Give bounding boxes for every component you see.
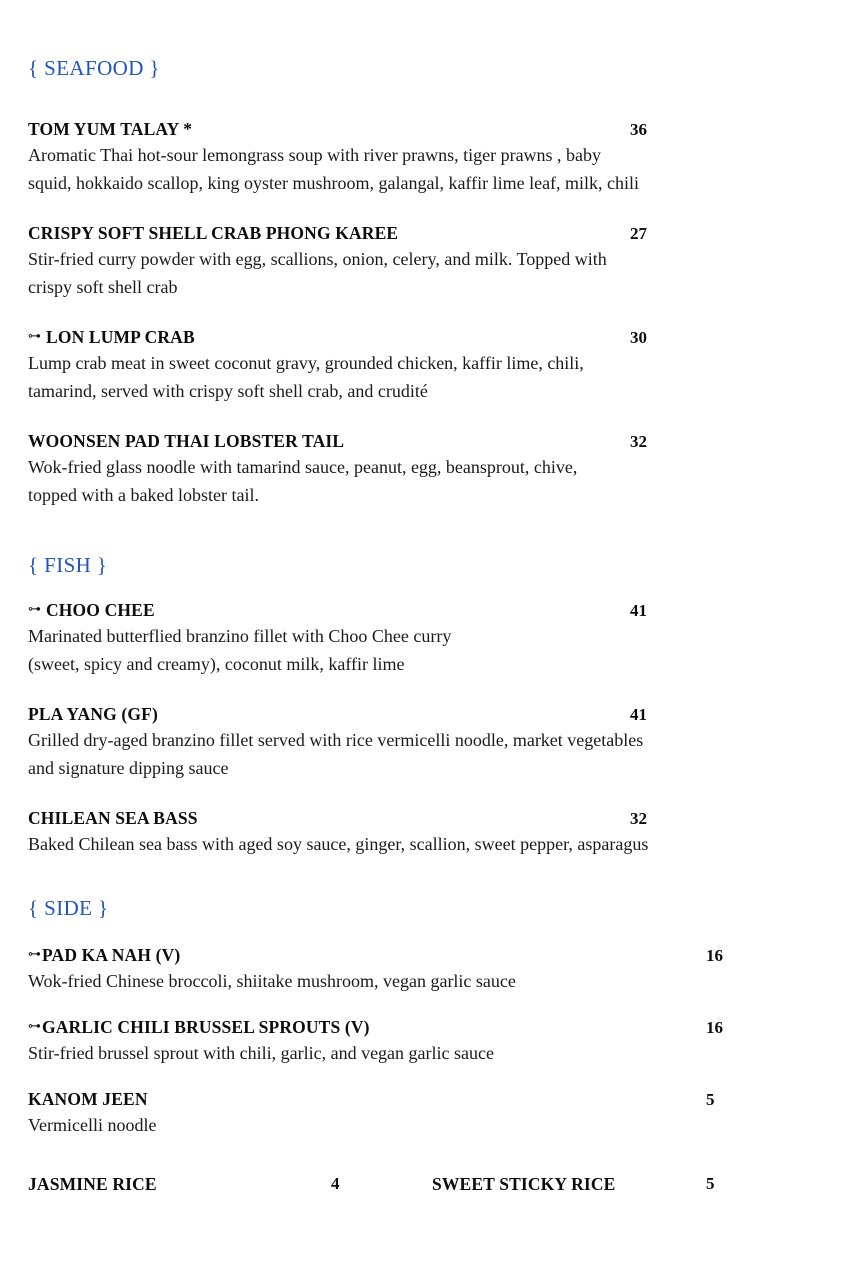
- menu-item: [28, 223, 821, 301]
- chili-pepper-icon: ⊶: [28, 602, 41, 617]
- menu-item-price-jasmine-rice: 4: [331, 1174, 340, 1193]
- menu-item-description: [28, 622, 818, 678]
- menu-item-name: LON LUMP CRAB: [46, 327, 195, 347]
- menu-item: [28, 704, 821, 782]
- menu-item-price: 27: [630, 224, 647, 243]
- menu-item-price: 32: [630, 809, 647, 828]
- menu-item-description: [28, 830, 818, 858]
- rice-row: [28, 1173, 821, 1195]
- menu-item: [28, 1089, 821, 1139]
- menu-item: [28, 327, 821, 405]
- menu-item-name: PLA YANG (GF): [28, 704, 158, 724]
- chili-pepper-icon: ⊶: [28, 947, 41, 962]
- description-line: Vermicelli noodle: [28, 1115, 157, 1135]
- menu-item-price: 16: [706, 946, 723, 965]
- menu-item-description: [28, 1039, 818, 1067]
- menu-item-name: CHOO CHEE: [46, 600, 155, 620]
- menu-item-description: [28, 1111, 818, 1139]
- description-line: Grilled dry-aged branzino fillet served with rice vermicelli noodle, market vegetables: [28, 730, 644, 750]
- menu-item: [28, 808, 821, 858]
- section-items-seafood: [28, 119, 821, 509]
- section-heading-seafood: { SEAFOOD }: [28, 56, 160, 80]
- menu-item: [28, 945, 821, 995]
- menu-item-price-sweet-sticky-rice: 5: [706, 1174, 715, 1193]
- description-line: Stir-fried curry powder with egg, scallions, onion, celery, and milk. Topped with: [28, 249, 607, 269]
- menu-item-header: [28, 223, 821, 244]
- menu-item-description: [28, 349, 818, 405]
- description-line: Lump crab meat in sweet coconut gravy, grounded chicken, kaffir lime, chili,: [28, 353, 584, 373]
- menu-item: [28, 600, 821, 678]
- menu-item-header: [28, 808, 821, 829]
- menu-item-name-jasmine-rice: JASMINE RICE: [28, 1174, 157, 1194]
- menu-item-name: PAD KA NAH (V): [42, 945, 181, 965]
- menu-item-header: [28, 327, 821, 348]
- description-line: Baked Chilean sea bass with aged soy sauce, ginger, scallion, sweet pepper, asparagus: [28, 834, 649, 854]
- menu-item-header: [28, 431, 821, 452]
- section-heading-side: { SIDE }: [28, 896, 109, 920]
- menu-item-name: CRISPY SOFT SHELL CRAB PHONG KAREE: [28, 223, 399, 243]
- menu-item: [28, 1017, 821, 1067]
- menu-item-header: [28, 945, 821, 966]
- description-line: squid, hokkaido scallop, king oyster mushroom, galangal, kaffir lime leaf, milk, chili: [28, 173, 640, 193]
- menu-item-header: [28, 1089, 821, 1110]
- menu-item-description: [28, 726, 818, 782]
- description-line: Marinated butterflied branzino fillet with Choo Chee curry: [28, 626, 452, 646]
- menu-item-description: [28, 245, 818, 301]
- menu-item-price: 41: [630, 705, 647, 724]
- description-line: Stir-fried brussel sprout with chili, garlic, and vegan garlic sauce: [28, 1043, 494, 1063]
- description-line: tamarind, served with crispy soft shell crab, and crudité: [28, 381, 428, 401]
- chili-pepper-icon: ⊶: [28, 329, 41, 344]
- menu-item-name: WOONSEN PAD THAI LOBSTER TAIL: [28, 431, 345, 451]
- chili-pepper-icon: ⊶: [28, 1019, 41, 1034]
- menu-item-description: [28, 967, 818, 995]
- description-line: crispy soft shell crab: [28, 277, 178, 297]
- menu-item-name-sweet-sticky-rice: SWEET STICKY RICE: [432, 1174, 616, 1194]
- menu-item-name: CHILEAN SEA BASS: [28, 808, 198, 828]
- menu-item-price: 36: [630, 120, 647, 139]
- menu-item-name: TOM YUM TALAY *: [28, 119, 193, 139]
- menu-item-description: [28, 141, 818, 197]
- description-line: (sweet, spicy and creamy), coconut milk, kaffir lime: [28, 654, 405, 674]
- menu-item: [28, 119, 821, 197]
- menu-item-header: [28, 119, 821, 140]
- description-line: and signature dipping sauce: [28, 758, 229, 778]
- menu-item: [28, 431, 821, 509]
- menu-item-price: 16: [706, 1018, 723, 1037]
- description-line: topped with a baked lobster tail.: [28, 485, 259, 505]
- section-heading-fish: { FISH }: [28, 553, 108, 577]
- menu-item-header: [28, 704, 821, 725]
- description-line: Aromatic Thai hot-sour lemongrass soup with river prawns, tiger prawns , baby: [28, 145, 602, 165]
- menu-item-price: 5: [706, 1090, 715, 1109]
- section-items-fish: [28, 600, 821, 858]
- menu-item-description: [28, 453, 818, 509]
- menu-item-name: KANOM JEEN: [28, 1089, 148, 1109]
- menu-item-name: GARLIC CHILI BRUSSEL SPROUTS (V): [42, 1017, 370, 1037]
- description-line: Wok-fried Chinese broccoli, shiitake mushroom, vegan garlic sauce: [28, 971, 516, 991]
- menu-item-price: 30: [630, 328, 647, 347]
- menu-item-header: [28, 600, 821, 621]
- menu-item-header: [28, 1017, 821, 1038]
- section-items-side: [28, 945, 821, 1195]
- description-line: Wok-fried glass noodle with tamarind sauce, peanut, egg, beansprout, chive,: [28, 457, 578, 477]
- menu-item-price: 32: [630, 432, 647, 451]
- menu-item-price: 41: [630, 601, 647, 620]
